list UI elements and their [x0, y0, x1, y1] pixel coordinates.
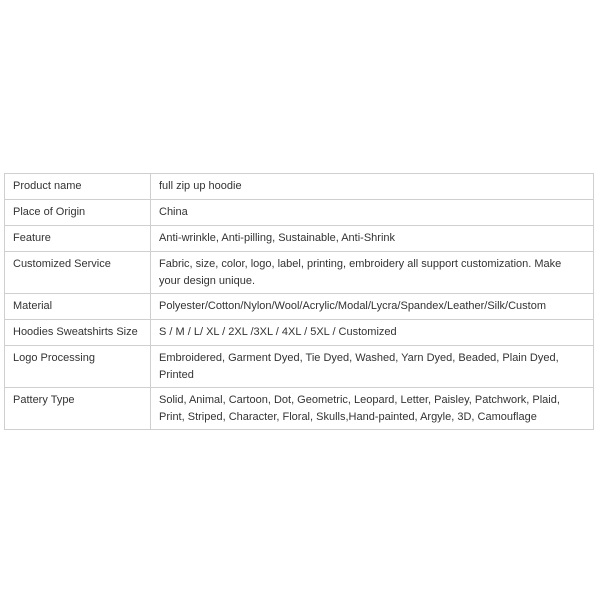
- table-row: [5, 320, 594, 346]
- table-row: [5, 346, 594, 388]
- table-row: [5, 226, 594, 252]
- spec-value-product-name: full zip up hoodie: [151, 174, 594, 200]
- table-row: [5, 174, 594, 200]
- spec-label-material: Material: [5, 294, 151, 320]
- spec-value-hoodies-size: S / M / L/ XL / 2XL /3XL / 4XL / 5XL / Customized: [151, 320, 594, 346]
- spec-value-feature: Anti-wrinkle, Anti-pilling, Sustainable, Anti-Shrink: [151, 226, 594, 252]
- spec-value-pattery-type: Solid, Animal, Cartoon, Dot, Geometric, Leopard, Letter, Paisley, Patchwork, Plaid, Print, Striped, Character, Floral, Skulls,Hand-painted, Argyle, 3D, Camouflage: [151, 388, 594, 430]
- spec-label-customized-service: Customized Service: [5, 252, 151, 294]
- product-spec-table: [4, 173, 594, 430]
- spec-value-material: Polyester/Cotton/Nylon/Wool/Acrylic/Modal/Lycra/Spandex/Leather/Silk/Custom: [151, 294, 594, 320]
- spec-label-pattery-type: Pattery Type: [5, 388, 151, 430]
- spec-label-place-of-origin: Place of Origin: [5, 200, 151, 226]
- spec-label-feature: Feature: [5, 226, 151, 252]
- table-row: [5, 200, 594, 226]
- table-row: [5, 388, 594, 430]
- table-row: [5, 252, 594, 294]
- spec-label-product-name: Product name: [5, 174, 151, 200]
- spec-label-hoodies-size: Hoodies Sweatshirts Size: [5, 320, 151, 346]
- spec-value-customized-service: Fabric, size, color, logo, label, printing, embroidery all support customization. Make your design unique.: [151, 252, 594, 294]
- spec-value-logo-processing: Embroidered, Garment Dyed, Tie Dyed, Washed, Yarn Dyed, Beaded, Plain Dyed, Printed: [151, 346, 594, 388]
- spec-label-logo-processing: Logo Processing: [5, 346, 151, 388]
- spec-value-place-of-origin: China: [151, 200, 594, 226]
- table-row: [5, 294, 594, 320]
